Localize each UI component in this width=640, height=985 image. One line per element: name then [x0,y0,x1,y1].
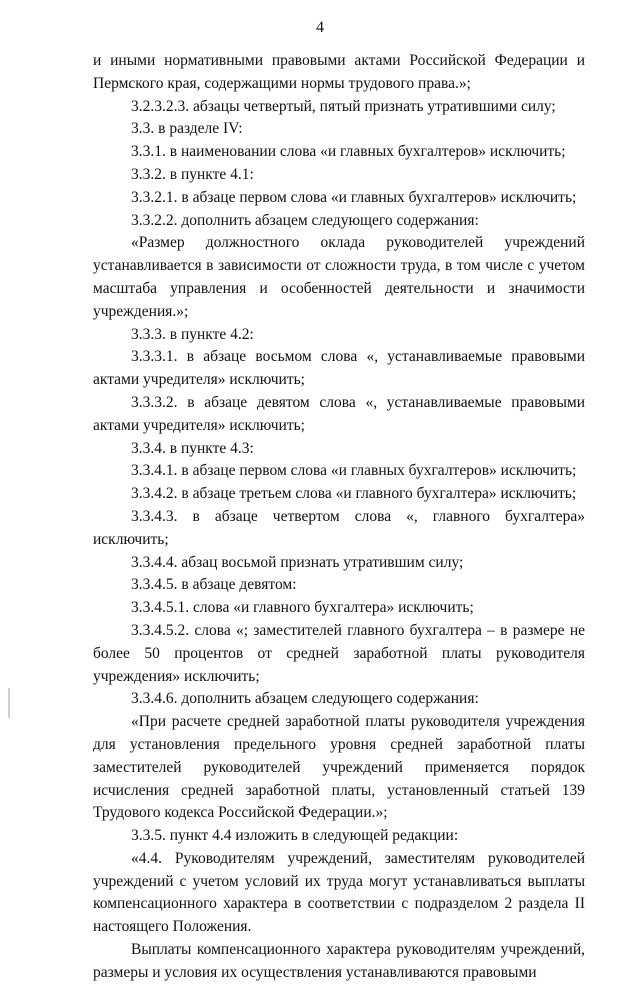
document-body [93,50,585,985]
paragraph: 3.3.3.2. в абзаце девятом слова «, устанавливаемые правовыми актами учредителя» исключить; [93,393,585,434]
paragraph: 3.3.5. пункт 4.4 изложить в следующей редакции: [131,827,459,845]
scan-margin-mark [8,688,10,718]
paragraph: 3.2.3.2.3. абзацы четвертый, пятый признать утратившими силу; [131,97,556,115]
paragraph: 3.3.4.1. в абзаце первом слова «и главных бухгалтеров» исключить; [131,462,577,480]
paragraph: 3.3.4.2. в абзаце третьем слова «и главного бухгалтера» исключить; [131,485,577,503]
paragraph: 3.3.1. в наименовании слова «и главных бухгалтеров» исключить; [131,143,566,161]
paragraph: 3.3.4.5.1. слова «и главного бухгалтера» исключить; [131,599,474,617]
paragraph: 3.3.4.3. в абзаце четвертом слова «, главного бухгалтера» исключить; [93,507,585,548]
paragraph: 3.3.4.4. абзац восьмой признать утратившим силу; [131,553,464,571]
paragraph: 3.3.2.1. в абзаце первом слова «и главных бухгалтеров» исключить; [131,188,577,206]
paragraph: «4.4. Руководителям учреждений, заместителям руководителей учреждений с учетом условий их труда могут устанавливаться выплаты компенсационного характера в соответствии с подразделом 2 раздела II настоящего Положения. [93,849,585,936]
paragraph: и иными нормативными правовыми актами Российской Федерации и Пермского края, содержащими нормы трудового права.»; [93,52,585,92]
paragraph: «При расчете средней заработной платы руководителя учреждения для установления предельного уровня средней заработной платы заместителей руководителей учреждений применяется порядок исчисления средней заработной платы, установленный статьей 139 Трудового кодекса Российской Федерации.»; [93,713,585,822]
paragraph: Выплаты компенсационного характера руководителям учреждений, размеры и условия их осуществления устанавливаются правовыми [93,941,585,981]
page-number: 4 [316,19,324,36]
paragraph: 3.3.3.1. в абзаце восьмом слова «, устанавливаемые правовыми актами учредителя» исключить; [93,348,585,389]
paragraph: 3.3.4.5.2. слова «; заместителей главного бухгалтера – в размере не более 50 процентов от средней заработной платы руководителя учреждения» исключить; [93,621,585,685]
paragraph: 3.3.4.5. в абзаце девятом: [131,576,297,594]
paragraph: 3.3. в разделе IV: [131,120,243,138]
paragraph: 3.3.2.2. дополнить абзацем следующего содержания: [131,211,479,229]
paragraph: 3.3.2. в пункте 4.1: [131,165,254,183]
paragraph: 3.3.4. в пункте 4.3: [131,439,254,457]
paragraph: 3.3.3. в пункте 4.2: [131,325,254,343]
paragraph: 3.3.4.6. дополнить абзацем следующего содержания: [131,690,479,708]
paragraph: «Размер должностного оклада руководителей учреждений устанавливается в зависимости от сложности труда, в том числе с учетом масштаба управления и особенностей деятельности и значимости учреждения.»; [93,234,585,320]
